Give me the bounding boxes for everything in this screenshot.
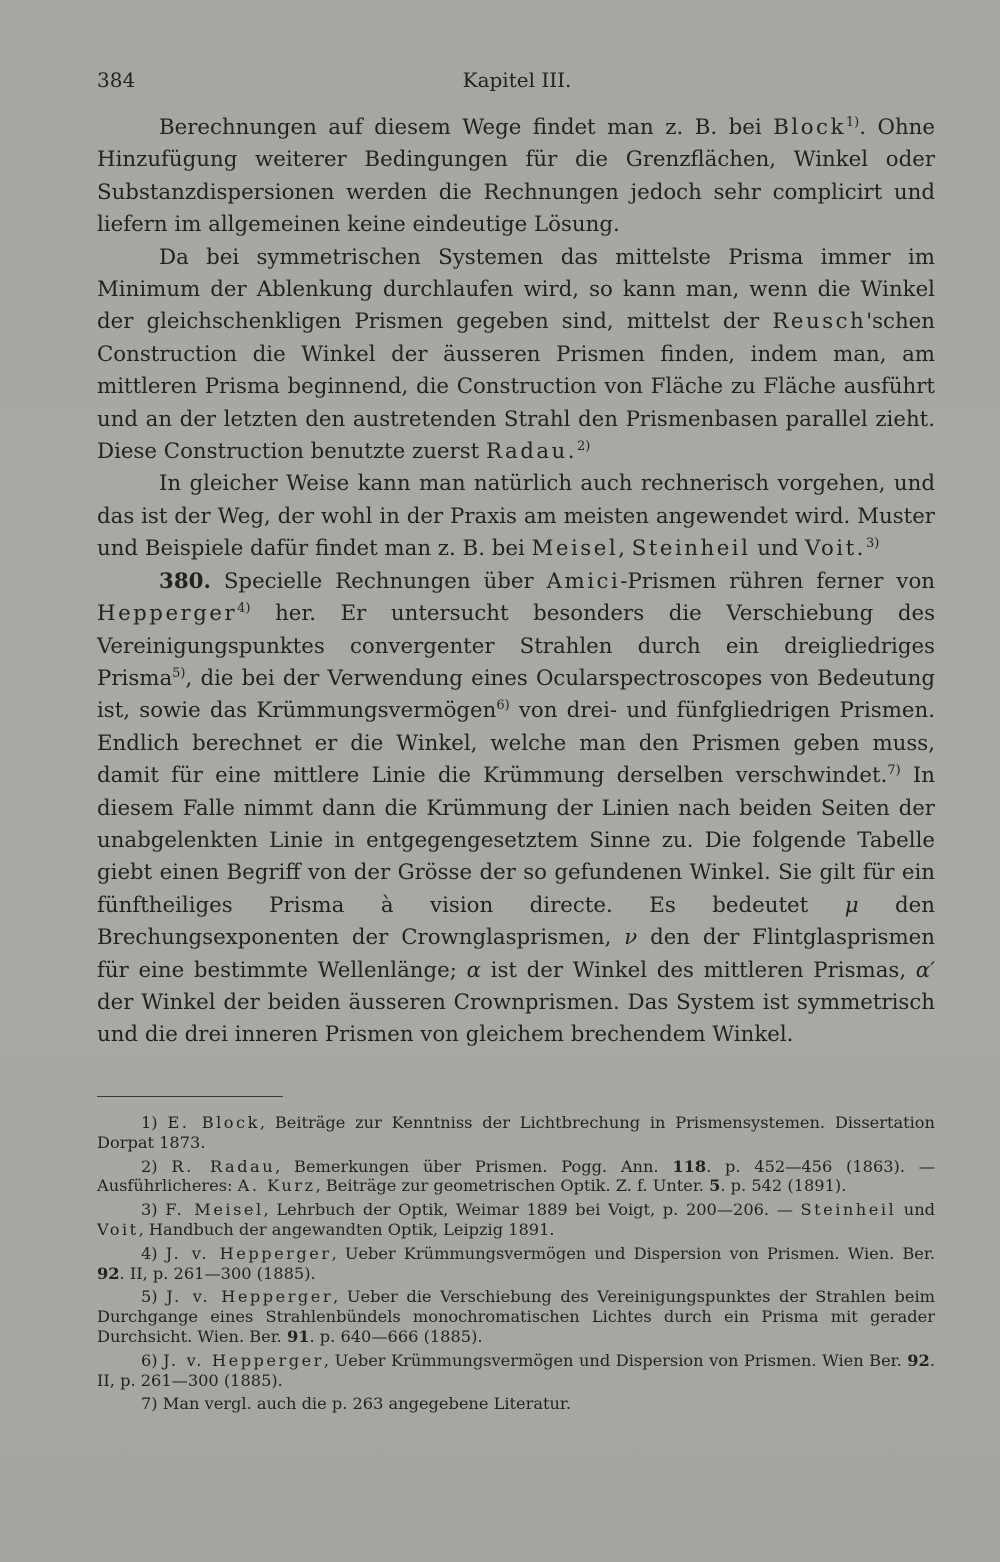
text-run: und [750, 536, 806, 562]
footnote-text: . p. 452—456 (1863). — Ausführlicheres: [97, 1156, 935, 1196]
footnote-mark: 2) [141, 1156, 158, 1176]
footnote-ref: 6) [496, 698, 510, 714]
volume-number: 91 [286, 1326, 310, 1346]
text-run: Specielle Rechnungen über [210, 568, 547, 594]
footnote-ref: 7) [887, 763, 901, 779]
text-run: von drei- und fünfgliedrigen Prismen. Endlich berechnet er die Winkel, welche man den Prismen geben muss, damit für eine mittlere Linie die Krümmung derselben verschwindet. [97, 698, 935, 789]
body-text [97, 112, 935, 1052]
footnote-mark: 6) [141, 1350, 158, 1370]
text-run: den Brechungsexponenten der Crownglasprismen, [97, 892, 935, 951]
footnote-mark: 5) [141, 1287, 158, 1307]
paragraph-1 [97, 112, 935, 242]
footnote-divider [97, 1096, 283, 1097]
footnote-text: , Handbuch der angewandten Optik, Leipzig 1891. [138, 1219, 555, 1239]
footnote-author: F. Meisel [165, 1200, 264, 1220]
footnote-text: und [896, 1200, 936, 1220]
footnote-author: R. Radau [171, 1156, 276, 1176]
page-header [97, 68, 937, 98]
footnote-text: Man vergl. auch die p. 263 angegebene Literatur. [157, 1394, 572, 1414]
footnote-ref: 3) [865, 536, 880, 552]
text-run: ist der Winkel des mittleren Prismas, [481, 957, 916, 983]
section-number: 380. [159, 568, 211, 594]
text-run: Berechnungen auf diesem Wege findet man z. B. bei [159, 115, 774, 140]
footnote-mark: 7) [141, 1394, 158, 1414]
author-name: Meisel [531, 536, 619, 562]
footnote-5 [97, 1287, 935, 1346]
text-run: In gleicher Weise kann man natürlich auch rechnerisch vorgehen, und das ist der Weg, der wohl in der Praxis am meisten angewendet wird. Muster und Beispiele dafür findet man z. B. bei [97, 471, 935, 562]
paragraph-2 [97, 242, 935, 469]
footnote-text: . II, p. 261—300 (1885). [119, 1263, 316, 1283]
author-name: Voit. [805, 536, 866, 562]
text-run: . Ohne Hinzufügung weiterer Bedingungen für die Grenzflächen, Winkel oder Substanzdispersionen werden die Rechnungen jedoch sehr complicirt und liefern im allgemeinen keine eindeutige Lösung. [97, 115, 935, 238]
footnote-ref: 2) [577, 439, 591, 455]
footnote-mark: 4) [141, 1243, 158, 1263]
footnote-4 [97, 1244, 935, 1284]
footnote-author: J. v. Hepperger [166, 1287, 334, 1307]
footnote-mark: 1) [141, 1113, 158, 1132]
text-run: her. Er untersucht besonders die Verschiebung des Vereinigungspunktes convergenter Strahlen durch ein dreigliedriges Prisma [97, 601, 935, 691]
text-run: -Prismen rühren ferner von [620, 568, 935, 594]
footnote-author: A. Kurz [237, 1176, 316, 1196]
author-name: Radau. [485, 439, 578, 465]
footnote-ref: 4) [237, 601, 251, 617]
author-name: Reusch [772, 309, 867, 335]
footnote-text: , Ueber die Verschiebung des Vereinigungspunktes der Strahlen beim Durchgange eines Strahlenbündels monochromatischen Lichtes durch ein Prisma mit gerader Durchsicht. Wien. Ber. [97, 1287, 935, 1346]
author-name: Steinheil [631, 536, 751, 562]
author-name: Hepperger [97, 601, 238, 627]
footnote-author: Voit [97, 1219, 139, 1239]
footnote-author: Steinheil [800, 1200, 897, 1220]
symbol-alpha: α [466, 957, 481, 983]
page-number: 384 [97, 68, 136, 92]
text-run: In diesem Falle nimmt dann die Krümmung der Linien nach beiden Seiten der unabgelenkten Linie in entgegengesetztem Sinne zu. Die folgende Tabelle giebt einen Begriff von der Grösse der so gefundenen Winkel. Sie gilt für ein fünftheiliges Prisma à vision directe. Es bedeutet [97, 763, 936, 918]
footnote-text: . II, p. 261—300 (1885). [97, 1350, 935, 1390]
footnote-1 [97, 1113, 935, 1153]
symbol-alpha-prime: α′ [915, 957, 936, 983]
footnote-text: , Ueber Krümmungsvermögen und Dispersion von Prismen. Wien. Ber. [331, 1243, 935, 1263]
volume-number: 92 [97, 1263, 120, 1283]
footnote-mark: 3) [141, 1200, 158, 1220]
footnote-ref: 5) [172, 665, 186, 681]
symbol-nu: ν [624, 925, 638, 951]
footnote-text: , Bemerkungen über Prismen. Pogg. Ann. [275, 1156, 673, 1176]
footnote-3 [97, 1200, 935, 1240]
volume-number: 118 [672, 1156, 707, 1176]
footnote-7 [97, 1394, 935, 1414]
footnotes [97, 1113, 935, 1418]
author-name: Block [773, 115, 846, 140]
footnote-text: . p. 640—666 (1885). [309, 1326, 483, 1346]
paragraph-3 [97, 468, 935, 565]
text-run: Da bei symmetrischen Systemen das mittelste Prisma immer im Minimum der Ablenkung durchlaufen wird, so kann man, wenn die Winkel der gleichschenkligen Prismen gegeben sind, mittelst der [97, 244, 935, 335]
footnote-text: . p. 542 (1891). [720, 1176, 847, 1196]
footnote-author: J. v. Hepperger [165, 1243, 332, 1263]
footnote-6 [97, 1351, 935, 1391]
text-run: der Winkel der beiden äusseren Crownprismen. Das System ist symmetrisch und die drei inneren Prismen von gleichem brechendem Winkel. [97, 989, 935, 1048]
footnote-text: , Beiträge zur Kenntniss der Lichtbrechung in Prismensystemen. Dissertation Dorpat 1873. [97, 1113, 935, 1152]
text-run: , die bei der Verwendung eines Ocularspectroscopes von Bedeutung ist, sowie das Krümmungsvermögen [97, 665, 935, 724]
footnote-text: , Beiträge zur geometrischen Optik. Z. f. Unter. [315, 1176, 710, 1196]
running-title: Kapitel III. [462, 68, 572, 92]
section-380 [97, 566, 935, 1052]
footnote-author: J. v. Hepperger [163, 1350, 324, 1370]
footnote-2 [97, 1157, 935, 1197]
author-name: Amici [546, 568, 621, 594]
footnote-text: , Lehrbuch der Optik, Weimar 1889 bei Voigt, p. 200—206. — [263, 1200, 801, 1220]
footnote-ref: 1) [845, 115, 860, 130]
footnote-text: , Ueber Krümmungsvermögen und Dispersion von Prismen. Wien Ber. [323, 1350, 908, 1370]
footnote-author: E. Block [167, 1113, 260, 1132]
volume-number: 92 [907, 1350, 930, 1370]
text-run: 'schen Construction die Winkel der äusseren Prismen finden, indem man, am mittleren Prisma beginnend, die Construction von Fläche zu Fläche ausführt und an der letzten den austretenden Strahl den Prismenbasen parallel zieht. Diese Construction benutzte zuerst [97, 309, 935, 465]
text-run: , [618, 536, 632, 562]
symbol-mu: μ [844, 892, 859, 918]
text-run: den der Flintglasprismen für eine bestimmte Wellenlänge; [97, 925, 935, 983]
volume-number: 5 [709, 1176, 721, 1196]
